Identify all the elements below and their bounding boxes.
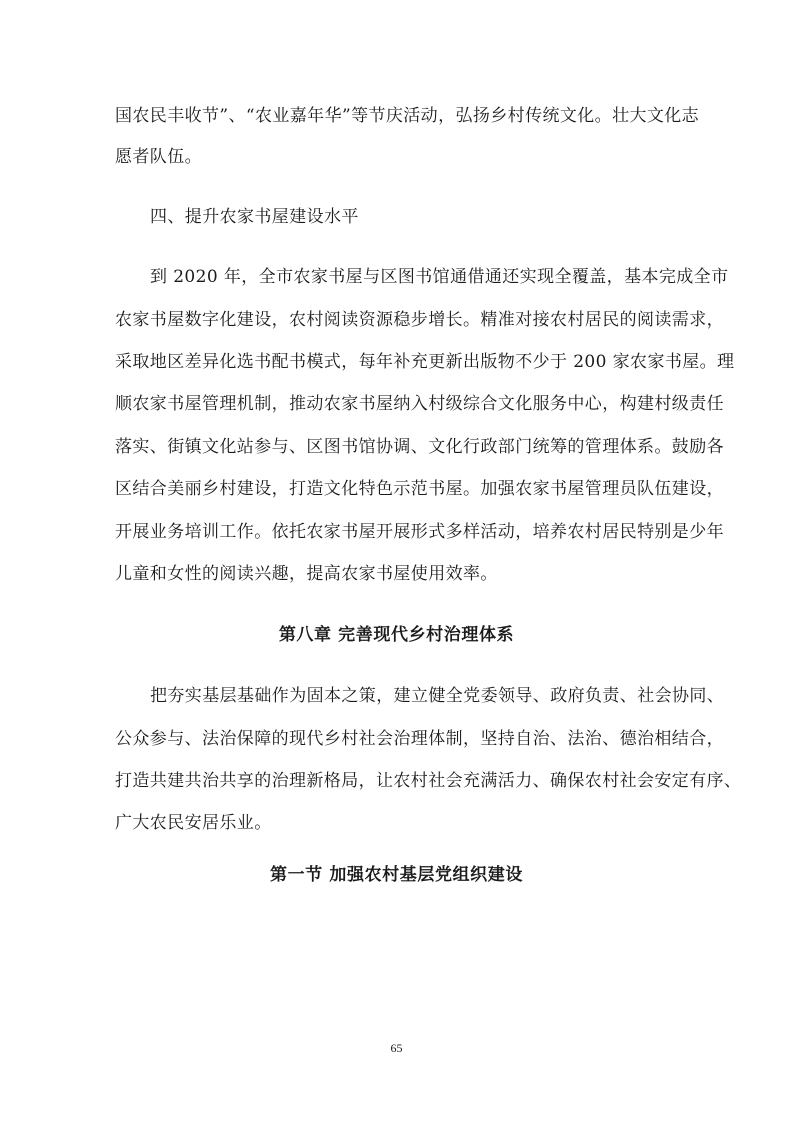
- paragraph-line: 顺农家书屋管理机制，推动农家书屋纳入村级综合文化服务中心，构建村级责任: [115, 394, 724, 414]
- paragraph-line: 愿者队伍。: [115, 147, 202, 167]
- paragraph-line: 农家书屋数字化建设，农村阅读资源稳步增长。精准对接农村居民的阅读需求，: [115, 310, 724, 330]
- paragraph-line: 广大农民安居乐业。: [115, 813, 272, 833]
- paragraph-line: 儿童和女性的阅读兴趣，提高农家书屋使用效率。: [115, 564, 498, 584]
- page-number: 65: [390, 1041, 403, 1055]
- paragraph-line: 把夯实基层基础作为固本之策，建立健全党委领导、政府负责、社会协同、: [150, 686, 725, 706]
- section-heading: 第一节 加强农村基层党组织建设: [270, 865, 523, 885]
- paragraph-line: 到 2020 年，全市农家书屋与区图书馆通借通还实现全覆盖，基本完成全市: [150, 267, 729, 287]
- paragraph-line: 落实、街镇文化站参与、区图书馆协调、文化行政部门统筹的管理体系。鼓励各: [115, 437, 724, 457]
- chapter-heading: 第八章 完善现代乡村治理体系: [278, 625, 515, 645]
- paragraph-line: 国农民丰收节”、“农业嘉年华”等节庆活动，弘扬乡村传统文化。壮大文化志: [115, 106, 700, 126]
- paragraph-line: 打造共建共治共享的治理新格局，让农村社会充满活力、确保农村社会安定有序、: [115, 771, 742, 791]
- paragraph-line: 区结合美丽乡村建设，打造文化特色示范书屋。加强农家书屋管理员队伍建设，: [115, 479, 724, 499]
- paragraph-line: 开展业务培训工作。依托农家书屋开展形式多样活动，培养农村居民特别是少年: [115, 522, 724, 542]
- subheading-four: 四、提升农家书屋建设水平: [150, 207, 359, 227]
- paragraph-line: 公众参与、法治保障的现代乡村社会治理体制，坚持自治、法治、德治相结合，: [115, 729, 724, 749]
- paragraph-line: 采取地区差异化选书配书模式，每年补充更新出版物不少于 200 家农家书屋。理: [115, 352, 735, 372]
